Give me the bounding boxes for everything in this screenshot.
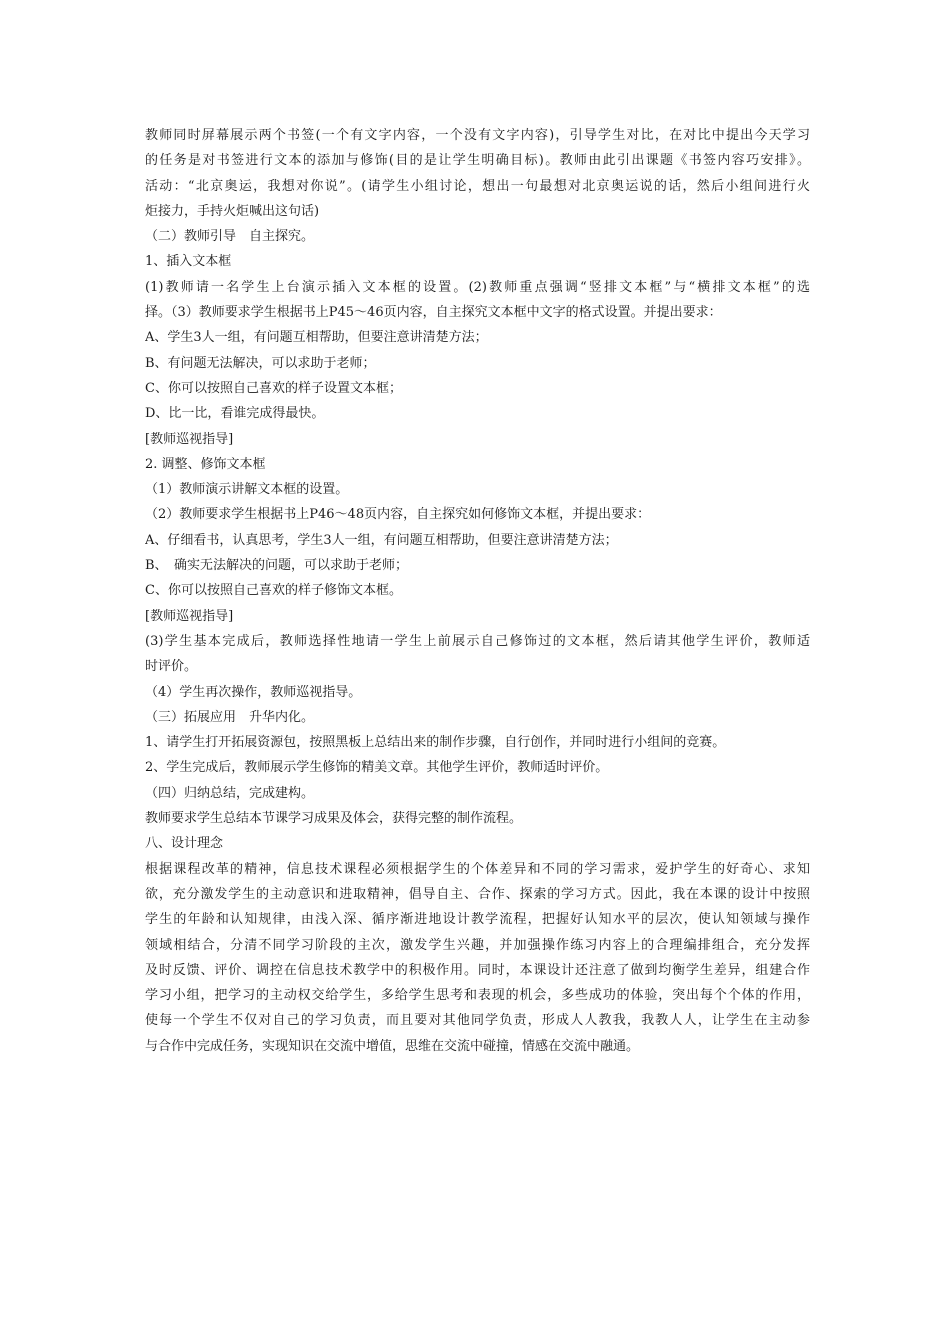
- text-line: 教师同时屏幕展示两个书签(一个有文字内容，一个没有文字内容)，引导学生对比，在对比中提出今天学习: [145, 128, 810, 143]
- text-line: 1、请学生打开拓展资源包，按照黑板上总结出来的制作步骤，自行创作，并同时进行小组间的竞赛。: [145, 735, 726, 751]
- text-line: 学生的年龄和认知规律，由浅入深、循序渐进地设计教学流程，把握好认知水平的层次，使认知领域与操作: [145, 912, 810, 928]
- text-line: 八、设计理念: [145, 836, 224, 852]
- text-line: C、你可以按照自己喜欢的样子设置文本框；: [145, 380, 402, 396]
- text-line: （三）拓展应用 升华内化。: [145, 709, 315, 725]
- text-line: B、有问题无法解决，可以求助于老师；: [145, 355, 376, 371]
- text-line: 欲，充分激发学生的主动意识和进取精神，倡导自主、合作、探索的学习方式。因此，我在本课的设计中按照: [145, 886, 810, 902]
- text-line: 学习小组，把学习的主动权交给学生，多给学生思考和表现的机会，多些成功的体验，突出每个个体的作用，: [145, 988, 810, 1004]
- text-line: 与合作中完成任务，实现知识在交流中增值，思维在交流中碰撞，情感在交流中融通。: [145, 1038, 640, 1054]
- text-line: (1)教师请一名学生上台演示插入文本框的设置。(2)教师重点强调“竖排文本框”与“横排文本框”的选: [145, 279, 810, 295]
- text-line: 根据课程改革的精神，信息技术课程必须根据学生的个体差异和不同的学习需求，爱护学生的好奇心、求知: [145, 861, 810, 877]
- text-line: A、仔细看书，认真思考，学生3人一组，有问题互相帮助，但要注意讲清楚方法；: [145, 532, 618, 548]
- text-line: [教师巡视指导]: [145, 431, 234, 447]
- text-line: （二）教师引导 自主探究。: [145, 229, 315, 245]
- text-line: （2）教师要求学生根据书上P46～48页内容，自主探究如何修饰文本框，并提出要求：: [145, 507, 651, 523]
- text-line: D、比一比，看谁完成得最快。: [145, 406, 325, 422]
- text-line: （4）学生再次操作，教师巡视指导。: [145, 684, 362, 700]
- text-line: [教师巡视指导]: [145, 608, 234, 624]
- text-line: 的任务是对书签进行文本的添加与修饰(目的是让学生明确目标)。教师由此引出课题《书签内容巧安排》。: [145, 153, 810, 169]
- text-line: 炬接力，手持火炬喊出这句话): [145, 203, 320, 219]
- document-page: [145, 123, 810, 1059]
- text-line: 1、插入文本框: [145, 254, 232, 270]
- text-line: 及时反馈、评价、调控在信息技术教学中的积极作用。同时，本课设计还注意了做到均衡学生差异，组建合作: [145, 962, 810, 978]
- text-line: （1）教师演示讲解文本框的设置。: [145, 482, 349, 498]
- text-line: 时评价。: [145, 659, 198, 675]
- text-line: C、你可以按照自己喜欢的样子修饰文本框。: [145, 583, 402, 599]
- text-line: （四）归纳总结，完成建构。: [145, 785, 315, 801]
- text-line: 使每一个学生不仅对自己的学习负责，而且要对其他同学负责，形成人人教我，我教人人，让学生在主动参: [145, 1013, 810, 1029]
- text-line: 教师要求学生总结本节课学习成果及体会，获得完整的制作流程。: [145, 811, 523, 827]
- text-line: (3)学生基本完成后，教师选择性地请一学生上前展示自己修饰过的文本框，然后请其他学生评价，教师适: [145, 633, 810, 649]
- text-line: A、学生3人一组，有问题互相帮助，但要注意讲清楚方法；: [145, 330, 488, 346]
- text-line: B、 确实无法解决的问题，可以求助于老师；: [145, 558, 409, 574]
- text-line: 领域相结合，分清不同学习阶段的主次，激发学生兴趣，并加强操作练习内容上的合理编排组合，充分发挥: [145, 937, 810, 953]
- text-line: 活动：“北京奥运，我想对你说”。(请学生小组讨论，想出一句最想对北京奥运说的话，然后小组间进行火: [145, 178, 810, 194]
- text-line: 2、学生完成后，教师展示学生修饰的精美文章。其他学生评价，教师适时评价。: [145, 760, 609, 776]
- text-line: 2. 调整、修饰文本框: [145, 456, 266, 472]
- text-line: 择。（3）教师要求学生根据书上P45～46页内容，自主探究文本框中文字的格式设置。并提出要求：: [145, 305, 722, 321]
